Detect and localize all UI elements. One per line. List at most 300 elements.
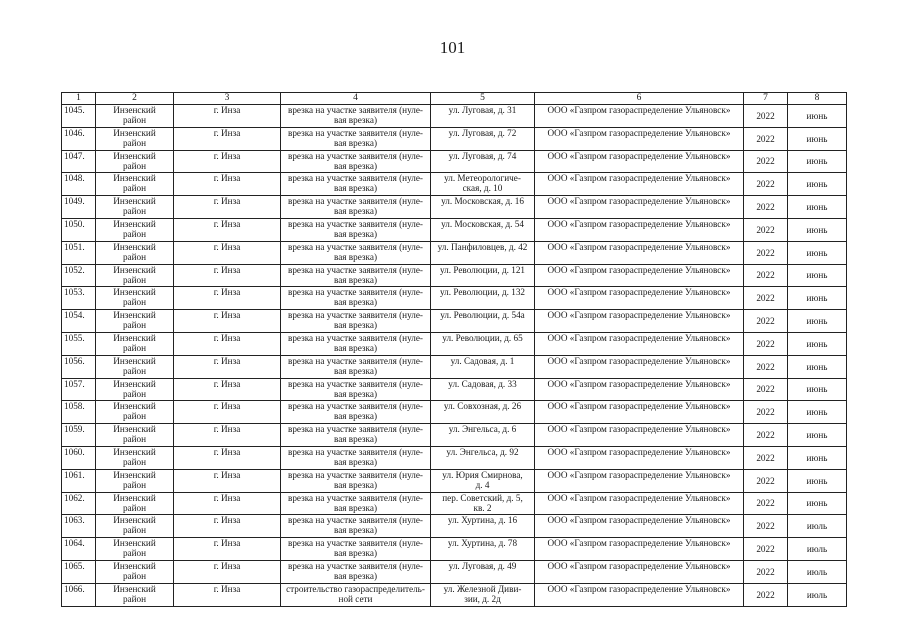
num-text: 1065. xyxy=(64,560,85,571)
district-line-0-text: Инзенский xyxy=(113,332,156,343)
row-number xyxy=(62,127,96,150)
work-line-0-text: врезка на участке заявителя (нуле- xyxy=(287,446,423,457)
district-line-0-text: Инзенский xyxy=(113,241,156,252)
district-line-0-text: Инзенский xyxy=(113,446,156,457)
town-cell xyxy=(174,127,281,150)
work-line-0-text: врезка на участке заявителя (нуле- xyxy=(287,355,423,366)
work-line-1-text: вая врезка) xyxy=(333,342,378,353)
year-text: 2022 xyxy=(756,521,775,532)
page-number: 101 xyxy=(439,38,466,57)
table-row xyxy=(62,264,847,287)
district-line-1-text: район xyxy=(122,137,147,148)
address-cell xyxy=(431,218,535,241)
month-text: июнь xyxy=(806,452,828,463)
num-text: 1062. xyxy=(64,492,85,503)
work-line-1-text: вая врезка) xyxy=(333,115,378,125)
work-line-1-text: вая врезка) xyxy=(333,160,378,171)
row-number xyxy=(62,241,96,264)
district-line-0-text: Инзенский xyxy=(113,401,156,412)
town-cell xyxy=(174,469,281,492)
address-cell xyxy=(431,196,535,219)
district-line-0-text: Инзенский xyxy=(113,196,156,207)
year-cell xyxy=(744,310,788,333)
address-line-0-text: ул. Революции, д. 54а xyxy=(440,310,525,321)
organization-cell xyxy=(535,127,744,150)
address-cell xyxy=(431,355,535,378)
district-cell xyxy=(96,378,174,401)
num-text: 1054. xyxy=(64,310,85,321)
table-row xyxy=(62,173,847,196)
town-text: г. Инза xyxy=(213,196,241,207)
address-line-1-text: зии, д. 2д xyxy=(464,593,501,604)
num-text: 1045. xyxy=(64,105,85,115)
address-cell xyxy=(431,150,535,173)
district-line-0-text: Инзенский xyxy=(113,538,156,549)
work-line-0-text: врезка на участке заявителя (нуле- xyxy=(287,127,423,138)
month-text: июнь xyxy=(806,361,828,372)
year-cell xyxy=(744,127,788,150)
org-text: ООО «Газпром газораспределение Ульяновск» xyxy=(547,332,731,343)
work-type-cell xyxy=(281,218,431,241)
district-line-1-text: район xyxy=(122,115,147,125)
district-cell xyxy=(96,515,174,538)
work-type-cell xyxy=(281,241,431,264)
month-cell xyxy=(788,127,847,150)
organization-cell xyxy=(535,355,744,378)
row-number xyxy=(62,310,96,333)
address-line-0-text: ул. Панфиловцев, д. 42 xyxy=(437,241,528,252)
address-line-0-text: ул. Садовая, д. 1 xyxy=(450,355,515,366)
address-cell xyxy=(431,264,535,287)
row-number xyxy=(62,583,96,606)
address-line-0-text: ул. Московская, д. 16 xyxy=(441,196,524,207)
work-line-0-text: врезка на участке заявителя (нуле- xyxy=(287,538,423,549)
work-line-0-text: врезка на участке заявителя (нуле- xyxy=(287,560,423,571)
organization-cell xyxy=(535,401,744,424)
town-cell xyxy=(174,264,281,287)
num-text: 1053. xyxy=(64,287,85,298)
town-text: г. Инза xyxy=(213,424,241,435)
address-line-1-text: кв. 2 xyxy=(473,502,492,513)
district-cell xyxy=(96,492,174,515)
table-row xyxy=(62,310,847,333)
month-text: июнь xyxy=(806,498,828,509)
month-text: июнь xyxy=(806,407,828,418)
work-line-1-text: вая врезка) xyxy=(333,548,378,559)
month-text: июнь xyxy=(806,338,828,349)
month-cell xyxy=(788,401,847,424)
work-line-0-text: врезка на участке заявителя (нуле- xyxy=(287,287,423,298)
table-row xyxy=(62,127,847,150)
address-line-1-text: ская, д. 10 xyxy=(462,183,503,194)
address-line-0-text: ул. Энгельса, д. 92 xyxy=(446,446,519,457)
district-line-0-text: Инзенский xyxy=(113,127,156,138)
year-cell xyxy=(744,401,788,424)
year-cell xyxy=(744,196,788,219)
org-text: ООО «Газпром газораспределение Ульяновск» xyxy=(547,105,731,115)
town-text: г. Инза xyxy=(213,332,241,343)
district-line-1-text: район xyxy=(122,251,147,262)
work-type-cell xyxy=(281,150,431,173)
month-cell xyxy=(788,469,847,492)
year-text: 2022 xyxy=(756,110,775,121)
district-cell xyxy=(96,332,174,355)
district-line-0-text: Инзенский xyxy=(113,492,156,503)
organization-cell xyxy=(535,241,744,264)
month-text: июль xyxy=(806,521,828,532)
work-line-1-text: вая врезка) xyxy=(333,274,378,285)
district-line-1-text: район xyxy=(122,228,147,239)
town-text: г. Инза xyxy=(213,401,241,412)
work-line-0-text: врезка на участке заявителя (нуле- xyxy=(287,196,423,207)
table-row xyxy=(62,424,847,447)
row-number xyxy=(62,150,96,173)
month-cell xyxy=(788,538,847,561)
work-line-0-text: строительство газораспределитель- xyxy=(286,583,425,594)
org-text: ООО «Газпром газораспределение Ульяновск» xyxy=(547,424,731,435)
address-cell xyxy=(431,424,535,447)
work-type-cell xyxy=(281,560,431,583)
work-type-cell xyxy=(281,127,431,150)
num-text: 1057. xyxy=(64,378,85,389)
work-line-0-text: врезка на участке заявителя (нуле- xyxy=(287,401,423,412)
work-type-cell xyxy=(281,583,431,606)
month-text: июнь xyxy=(806,316,828,327)
town-text: г. Инза xyxy=(213,583,241,594)
address-line-0-text: ул. Революции, д. 132 xyxy=(439,287,526,298)
year-text: 2022 xyxy=(756,224,775,235)
year-text: 2022 xyxy=(756,498,775,509)
work-line-1-text: вая врезка) xyxy=(333,228,378,239)
header-col-5: 5 xyxy=(431,93,535,105)
work-type-cell xyxy=(281,355,431,378)
work-line-1-text: вая врезка) xyxy=(333,434,378,445)
work-type-cell xyxy=(281,173,431,196)
org-text: ООО «Газпром газораспределение Ульяновск» xyxy=(547,150,731,161)
num-text: 1048. xyxy=(64,173,85,184)
town-cell xyxy=(174,218,281,241)
address-line-1-text: д. 4 xyxy=(475,479,490,490)
district-line-0-text: Инзенский xyxy=(113,583,156,594)
town-text: г. Инза xyxy=(213,446,241,457)
organization-cell xyxy=(535,424,744,447)
town-text: г. Инза xyxy=(213,264,241,275)
work-type-cell xyxy=(281,446,431,469)
month-text: июль xyxy=(806,589,828,600)
work-line-1-text: вая врезка) xyxy=(333,206,378,217)
org-text: ООО «Газпром газораспределение Ульяновск» xyxy=(547,310,731,321)
org-text: ООО «Газпром газораспределение Ульяновск» xyxy=(547,127,731,138)
org-text: ООО «Газпром газораспределение Ульяновск» xyxy=(547,173,731,184)
year-cell xyxy=(744,173,788,196)
year-text: 2022 xyxy=(756,133,775,144)
address-cell xyxy=(431,515,535,538)
org-text: ООО «Газпром газораспределение Ульяновск» xyxy=(547,287,731,298)
month-cell xyxy=(788,446,847,469)
year-text: 2022 xyxy=(756,247,775,258)
num-text: 1059. xyxy=(64,424,85,435)
year-cell xyxy=(744,378,788,401)
address-cell xyxy=(431,287,535,310)
district-line-0-text: Инзенский xyxy=(113,173,156,184)
table-row xyxy=(62,446,847,469)
organization-cell xyxy=(535,310,744,333)
year-text: 2022 xyxy=(756,270,775,281)
address-cell xyxy=(431,127,535,150)
year-cell xyxy=(744,241,788,264)
district-line-1-text: район xyxy=(122,342,147,353)
month-text: июнь xyxy=(806,179,828,190)
work-line-0-text: врезка на участке заявителя (нуле- xyxy=(287,492,423,503)
num-text: 1046. xyxy=(64,127,85,138)
town-cell xyxy=(174,105,281,128)
org-text: ООО «Газпром газораспределение Ульяновск» xyxy=(547,378,731,389)
district-cell xyxy=(96,424,174,447)
month-cell xyxy=(788,515,847,538)
district-line-1-text: район xyxy=(122,183,147,194)
table-row xyxy=(62,355,847,378)
org-text: ООО «Газпром газораспределение Ульяновск» xyxy=(547,355,731,366)
work-type-cell xyxy=(281,196,431,219)
district-line-0-text: Инзенский xyxy=(113,560,156,571)
header-col-2: 2 xyxy=(96,93,174,105)
district-line-1-text: район xyxy=(122,274,147,285)
month-cell xyxy=(788,583,847,606)
town-cell xyxy=(174,515,281,538)
address-line-0-text: пер. Советский, д. 5, xyxy=(442,492,523,503)
organization-cell xyxy=(535,560,744,583)
organization-cell xyxy=(535,515,744,538)
month-text: июнь xyxy=(806,202,828,213)
district-cell xyxy=(96,287,174,310)
address-cell xyxy=(431,560,535,583)
district-line-1-text: район xyxy=(122,479,147,490)
town-cell xyxy=(174,150,281,173)
table-row xyxy=(62,583,847,606)
district-line-0-text: Инзенский xyxy=(113,310,156,321)
org-text: ООО «Газпром газораспределение Ульяновск» xyxy=(547,515,731,526)
address-cell xyxy=(431,241,535,264)
month-cell xyxy=(788,560,847,583)
year-cell xyxy=(744,332,788,355)
district-line-0-text: Инзенский xyxy=(113,424,156,435)
district-cell xyxy=(96,560,174,583)
month-text: июль xyxy=(806,544,828,555)
year-text: 2022 xyxy=(756,202,775,213)
work-line-0-text: врезка на участке заявителя (нуле- xyxy=(287,218,423,229)
address-cell xyxy=(431,310,535,333)
town-text: г. Инза xyxy=(213,241,241,252)
num-text: 1063. xyxy=(64,515,85,526)
town-cell xyxy=(174,424,281,447)
table-row xyxy=(62,560,847,583)
row-number xyxy=(62,538,96,561)
address-cell xyxy=(431,401,535,424)
work-line-1-text: вая врезка) xyxy=(333,525,378,536)
work-line-0-text: врезка на участке заявителя (нуле- xyxy=(287,150,423,161)
year-text: 2022 xyxy=(756,430,775,441)
num-text: 1066. xyxy=(64,583,85,594)
district-cell xyxy=(96,469,174,492)
district-line-1-text: район xyxy=(122,593,147,604)
month-text: июнь xyxy=(806,475,828,486)
year-cell xyxy=(744,287,788,310)
org-text: ООО «Газпром газораспределение Ульяновск» xyxy=(547,218,731,229)
month-cell xyxy=(788,105,847,128)
org-text: ООО «Газпром газораспределение Ульяновск» xyxy=(547,196,731,207)
num-text: 1049. xyxy=(64,196,85,207)
address-cell xyxy=(431,378,535,401)
address-cell xyxy=(431,492,535,515)
address-line-0-text: ул. Хуртина, д. 78 xyxy=(447,538,518,549)
row-number xyxy=(62,446,96,469)
year-text: 2022 xyxy=(756,156,775,167)
year-cell xyxy=(744,583,788,606)
town-text: г. Инза xyxy=(213,105,241,115)
district-line-1-text: район xyxy=(122,411,147,422)
address-line-0-text: ул. Совхозная, д. 26 xyxy=(443,401,522,412)
work-line-0-text: врезка на участке заявителя (нуле- xyxy=(287,241,423,252)
address-line-0-text: ул. Железной Диви- xyxy=(443,583,522,594)
month-cell xyxy=(788,332,847,355)
work-line-1-text: ной сети xyxy=(338,593,373,604)
org-text: ООО «Газпром газораспределение Ульяновск» xyxy=(547,560,731,571)
organization-cell xyxy=(535,378,744,401)
row-number xyxy=(62,332,96,355)
town-text: г. Инза xyxy=(213,469,241,480)
year-cell xyxy=(744,560,788,583)
row-number xyxy=(62,515,96,538)
address-line-0-text: ул. Революции, д. 121 xyxy=(439,264,526,275)
work-line-0-text: врезка на участке заявителя (нуле- xyxy=(287,310,423,321)
work-type-cell xyxy=(281,515,431,538)
table-header xyxy=(62,93,847,105)
table-row xyxy=(62,492,847,515)
district-line-1-text: район xyxy=(122,297,147,308)
organization-cell xyxy=(535,332,744,355)
year-cell xyxy=(744,446,788,469)
header-col-4: 4 xyxy=(281,93,431,105)
district-line-0-text: Инзенский xyxy=(113,150,156,161)
num-text: 1056. xyxy=(64,355,85,366)
organization-cell xyxy=(535,583,744,606)
district-line-0-text: Инзенский xyxy=(113,264,156,275)
town-cell xyxy=(174,355,281,378)
district-cell xyxy=(96,150,174,173)
work-type-cell xyxy=(281,424,431,447)
district-cell xyxy=(96,401,174,424)
town-text: г. Инза xyxy=(213,310,241,321)
month-cell xyxy=(788,287,847,310)
row-number xyxy=(62,378,96,401)
district-cell xyxy=(96,218,174,241)
work-line-1-text: вая врезка) xyxy=(333,320,378,331)
table-row xyxy=(62,332,847,355)
num-text: 1051. xyxy=(64,241,85,252)
work-type-cell xyxy=(281,469,431,492)
organization-cell xyxy=(535,264,744,287)
address-line-0-text: ул. Луговая, д. 49 xyxy=(448,560,517,571)
org-text: ООО «Газпром газораспределение Ульяновск» xyxy=(547,241,731,252)
planning-table xyxy=(61,92,847,607)
work-type-cell xyxy=(281,287,431,310)
org-text: ООО «Газпром газораспределение Ульяновск» xyxy=(547,538,731,549)
address-line-0-text: ул. Садовая, д. 33 xyxy=(448,378,517,389)
organization-cell xyxy=(535,469,744,492)
organization-cell xyxy=(535,173,744,196)
district-cell xyxy=(96,583,174,606)
organization-cell xyxy=(535,196,744,219)
district-cell xyxy=(96,310,174,333)
address-cell xyxy=(431,583,535,606)
town-cell xyxy=(174,401,281,424)
work-line-1-text: вая врезка) xyxy=(333,183,378,194)
work-type-cell xyxy=(281,332,431,355)
month-cell xyxy=(788,150,847,173)
district-line-1-text: район xyxy=(122,548,147,559)
town-text: г. Инза xyxy=(213,287,241,298)
table-row xyxy=(62,515,847,538)
table-row xyxy=(62,287,847,310)
work-type-cell xyxy=(281,310,431,333)
month-text: июнь xyxy=(806,293,828,304)
year-text: 2022 xyxy=(756,293,775,304)
town-cell xyxy=(174,332,281,355)
work-type-cell xyxy=(281,492,431,515)
town-cell xyxy=(174,378,281,401)
district-cell xyxy=(96,196,174,219)
district-line-0-text: Инзенский xyxy=(113,515,156,526)
town-text: г. Инза xyxy=(213,492,241,503)
month-cell xyxy=(788,218,847,241)
district-line-1-text: район xyxy=(122,570,147,581)
address-line-0-text: ул. Луговая, д. 31 xyxy=(448,105,517,115)
work-line-1-text: вая врезка) xyxy=(333,411,378,422)
table-row xyxy=(62,378,847,401)
town-cell xyxy=(174,287,281,310)
town-cell xyxy=(174,196,281,219)
town-cell xyxy=(174,538,281,561)
district-line-1-text: район xyxy=(122,388,147,399)
month-cell xyxy=(788,492,847,515)
num-text: 1060. xyxy=(64,446,85,457)
org-text: ООО «Газпром газораспределение Ульяновск» xyxy=(547,492,731,503)
town-cell xyxy=(174,310,281,333)
row-number xyxy=(62,287,96,310)
year-cell xyxy=(744,538,788,561)
org-text: ООО «Газпром газораспределение Ульяновск» xyxy=(547,446,731,457)
year-cell xyxy=(744,515,788,538)
district-line-0-text: Инзенский xyxy=(113,105,156,115)
town-text: г. Инза xyxy=(213,560,241,571)
work-line-0-text: врезка на участке заявителя (нуле- xyxy=(287,173,423,184)
town-cell xyxy=(174,446,281,469)
work-line-0-text: врезка на участке заявителя (нуле- xyxy=(287,105,423,115)
year-text: 2022 xyxy=(756,452,775,463)
district-line-1-text: район xyxy=(122,456,147,467)
month-text: июль xyxy=(806,566,828,577)
year-cell xyxy=(744,492,788,515)
address-line-0-text: ул. Луговая, д. 74 xyxy=(448,150,517,161)
address-cell xyxy=(431,173,535,196)
row-number xyxy=(62,355,96,378)
district-cell xyxy=(96,105,174,128)
month-text: июнь xyxy=(806,224,828,235)
district-line-0-text: Инзенский xyxy=(113,378,156,389)
work-line-0-text: врезка на участке заявителя (нуле- xyxy=(287,332,423,343)
year-text: 2022 xyxy=(756,475,775,486)
address-line-0-text: ул. Хуртина, д. 16 xyxy=(447,515,518,526)
